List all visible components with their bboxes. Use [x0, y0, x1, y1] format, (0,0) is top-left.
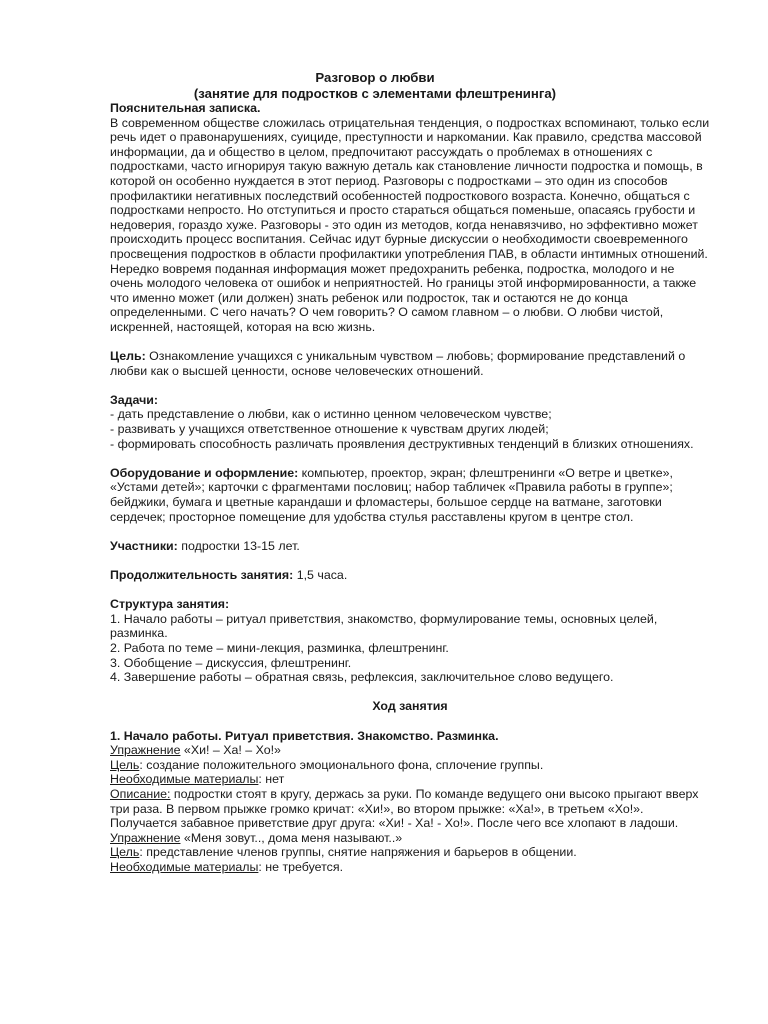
- exercise-1-title: [110, 743, 710, 758]
- structure-block: [110, 597, 710, 685]
- task-item: - дать представление о любви, как о истинно ценном человеческом чувстве;: [110, 407, 552, 422]
- structure-item: 2. Работа по теме – мини-лекция, разминка, флештренинг.: [110, 640, 449, 655]
- note-heading: Пояснительная записка.: [110, 101, 261, 115]
- task-item: - формировать способность различать проявления деструктивных тенденций в близких отношениях.: [110, 436, 694, 451]
- materials-label: Необходимые материалы: [110, 859, 259, 874]
- goal-text: Ознакомление учащихся с уникальным чувством – любовь; формирование представлений о любви как о высшей ценности, основе человеческих отношений.: [110, 349, 686, 378]
- equipment-text: компьютер, проектор, экран; флештренинги «О ветре и цветке», «Устами детей»; карточки с фрагментами пословиц; набор табличек «Правила работы в группе»; бейджики, бумага и цветные карандаши и фломастеры, большое сердце на ватмане, заготовки сердечек; просторное помещение для удобства стулья расставлены кругом в центре стол.: [110, 465, 674, 524]
- exercise-1-description: [110, 787, 710, 831]
- goal-label: Цель: [110, 757, 140, 772]
- equipment-paragraph: [110, 466, 710, 524]
- document-page: [110, 70, 710, 874]
- exercise-2-goal: [110, 845, 710, 860]
- exercise-label: Упражнение: [110, 743, 181, 758]
- participants-paragraph: [110, 539, 710, 554]
- note-text: В современном обществе сложилась отрицательная тенденция, о подростках вспоминают, только если речь идет о правонарушениях, суициде, преступности и наркомании. Как правило, средства массовой информации, да и общество в целом, предпочитают рассуждать о проблемах в отношениях с подростками, часто игнорируя такую важную деталь как становление личности подростка и помощь, в которой он особенно нуждается в этот период. Разговоры с подростками – это один из способов профилактики негативных последствий особенностей подросткового возраста. Конечно, общаться с подростками непросто. Но отступиться и просто стараться общаться поменьше, опасаясь грубости и недоверия, гораздо хуже. Разговоры - это один из методов, когда ненавязчиво, но эффективно может происходить процесс воспитания. Сейчас идут бурные дискуссии о необходимости своевременного просвещения подростков в области профилактики употребления ПАВ, в области интимных отношений. Нередко вовремя поданная информация может предохранить ребенка, подростка, молодого и не очень молодого человека от ошибок и неприятностей. Но границы этой информированности, а также что именно может (или должен) знать ребенок или подросток, так и остаются не до конца определенными. С чего начать? О чем говорить? О самом главном – о любви. О любви чистой, искренней, настоящей, которая на всю жизнь.: [110, 115, 710, 334]
- exercise-1-goal: [110, 758, 710, 773]
- duration-paragraph: [110, 568, 710, 583]
- goal-label: Цель:: [110, 349, 146, 364]
- exercise-2-title: [110, 831, 710, 846]
- tasks-block: [110, 393, 710, 451]
- duration-text: 1,5 часа.: [293, 568, 348, 582]
- exercise-2-materials: [110, 860, 710, 875]
- course-heading: Ход занятия: [372, 699, 448, 714]
- exercise-label: Упражнение: [110, 830, 181, 845]
- structure-heading: Структура занятия:: [110, 597, 230, 612]
- exercise-1-materials: [110, 772, 710, 787]
- exercise-name: «Меня зовут.., дома меня называют..»: [180, 830, 403, 845]
- goal-text: : представление членов группы, снятие напряжения и барьеров в общении.: [139, 845, 577, 860]
- structure-item: 3. Обобщение – дискуссия, флештренинг.: [110, 655, 352, 670]
- materials-label: Необходимые материалы: [110, 772, 259, 787]
- participants-text: подростки 13-15 лет.: [177, 538, 300, 553]
- duration-label: Продолжительность занятия:: [110, 568, 294, 582]
- title-line-1: Разговор о любви: [315, 70, 435, 85]
- materials-text: : не требуется.: [258, 859, 344, 874]
- equipment-label: Оборудование и оформление:: [110, 465, 299, 480]
- description-text: подростки стоят в кругу, держась за руки. По команде ведущего они высоко прыгают вверх три раза. В первом прыжке громко кричат: «Хи!», во втором прыжке: «Ха!», в третьем «Хо!». Получается забавное приветствие друг друга: «Хи! - Ха! - Хо!». После чего все хлопают в ладоши.: [110, 786, 699, 831]
- description-label: Описание:: [110, 786, 171, 801]
- goal-text: : создание положительного эмоционального фона, сплочение группы.: [139, 757, 544, 772]
- goal-label: Цель: [110, 845, 140, 860]
- structure-item: 1. Начало работы – ритуал приветствия, знакомство, формулирование темы, основных целей, разминка.: [110, 611, 658, 641]
- exercise-name: «Хи! – Ха! – Хо!»: [180, 743, 281, 758]
- task-item: - развивать у учащихся ответственное отношение к чувствам других людей;: [110, 422, 549, 437]
- goal-paragraph: [110, 349, 710, 378]
- document-title: [40, 70, 710, 101]
- structure-item: 4. Завершение работы – обратная связь, рефлексия, заключительное слово ведущего.: [110, 670, 614, 685]
- materials-text: : нет: [258, 772, 285, 787]
- title-line-2: (занятие для подростков с элементами флештренинга): [193, 85, 557, 101]
- section-1-heading: 1. Начало работы. Ритуал приветствия. Знакомство. Разминка.: [110, 728, 499, 743]
- tasks-heading: Задачи:: [110, 392, 159, 407]
- participants-label: Участники:: [110, 538, 178, 553]
